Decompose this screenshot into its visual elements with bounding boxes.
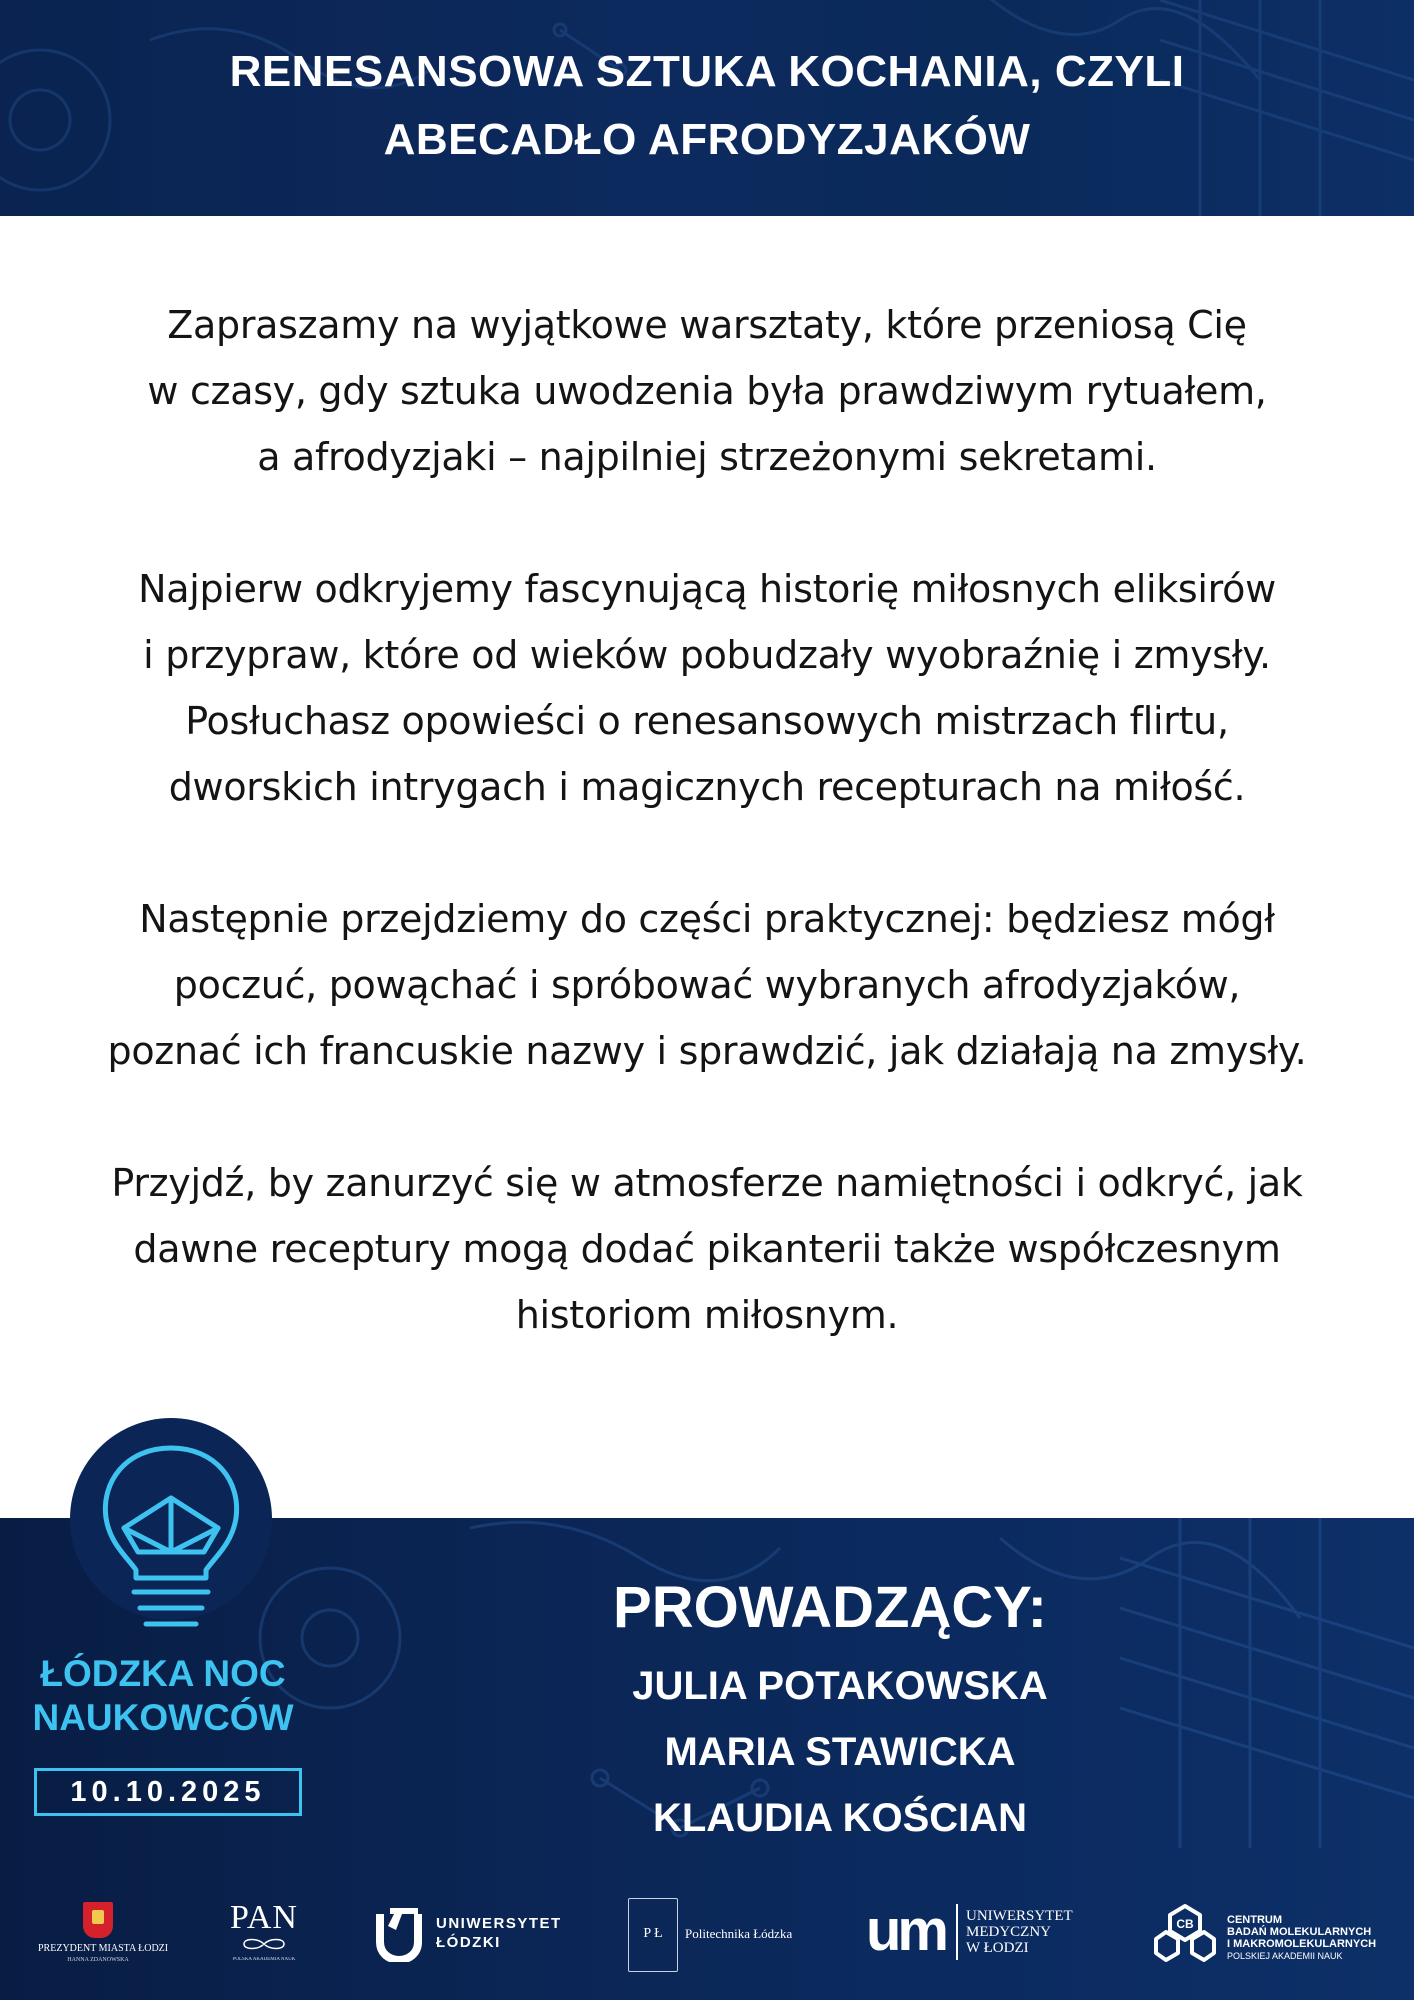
text-line: dworskich intrygach i magicznych recepturach na miłość. — [168, 765, 1246, 809]
event-name-line: NAUKOWCÓW — [32, 1697, 294, 1738]
text-line: dawne receptury mogą dodać pikanterii także współczesnym — [133, 1227, 1281, 1271]
text-line: Zapraszamy na wyjątkowe warsztaty, które przeniosą Cię — [167, 303, 1247, 347]
partner-logo-line: I MAKROMOLEKULARNYCH — [1227, 1938, 1377, 1950]
text-line: Najpierw odkryjemy fascynującą historię miłosnych eliksirów — [138, 567, 1276, 611]
text-line: Następnie przejdziemy do części praktycznej: będziesz mógł — [139, 897, 1275, 941]
partner-logo-text — [436, 1914, 562, 1952]
text-line: Posłuchasz opowieści o renesansowych mistrzach flirtu, — [185, 699, 1229, 743]
partner-logo-cbmm — [1154, 1902, 1394, 1966]
partner-logo-line: POLSKIEJ AKADEMII NAUK — [1227, 1951, 1343, 1961]
paragraph — [40, 1150, 1374, 1348]
partner-logo-line: CENTRUM — [1227, 1914, 1282, 1926]
paragraph — [40, 292, 1374, 490]
page-title-line: ABECADŁO AFRODYZJAKÓW — [383, 115, 1031, 164]
partner-logo-line: ŁÓDZKI — [436, 1934, 501, 1951]
lightbulb-boat-icon — [96, 1440, 246, 1640]
description — [40, 292, 1374, 1414]
partner-logo-uniwersytet-lodzki — [374, 1904, 560, 1964]
partner-logo-prezydent-miasta-lodzi — [38, 1902, 169, 1968]
ul-arrow-icon — [374, 1904, 424, 1962]
paragraph — [40, 556, 1374, 820]
text-line: i przypraw, które od wieków pobudzały wyobraźnię i zmysły. — [143, 633, 1271, 677]
partner-logo-subtext: HANNA ZDANOWSKA — [67, 1957, 129, 1963]
partner-logo-uniwersytet-medyczny — [866, 1898, 1086, 1964]
city-crest-icon — [83, 1902, 113, 1938]
partner-logo-line: BADAŃ MOLEKULARNYCH — [1227, 1926, 1372, 1938]
text-line: historiom miłosnym. — [515, 1293, 899, 1337]
partner-logo-line: MEDYCZNY — [966, 1924, 1051, 1940]
partner-logo-text: PAN — [230, 1899, 298, 1936]
partner-logo-text — [1227, 1914, 1376, 1962]
page-title — [0, 38, 1414, 174]
partner-logo-subtext: POLSKA AKADEMIA NAUK — [232, 1957, 296, 1962]
partner-logo-line: UNIWERSYTET — [436, 1915, 562, 1932]
partner-logo-line: W ŁODZI — [966, 1940, 1029, 1956]
text-line: poznać ich francuskie nazwy i sprawdzić, jak działają na zmysły. — [107, 1029, 1307, 1073]
partner-logo-line: UNIWERSYTET — [966, 1908, 1073, 1924]
host-name: JULIA POTAKOWSKA — [632, 1664, 1048, 1708]
event-name — [22, 1652, 304, 1740]
partner-logo-text: Politechnika Łódzka — [685, 1926, 793, 1941]
text-line: poczuć, powąchać i spróbować wybranych afrodyzjaków, — [173, 963, 1241, 1007]
partner-logo-politechnika-lodzka — [628, 1898, 798, 1972]
partner-logo-pan — [224, 1900, 304, 1966]
page-title-line: RENESANSOWA SZTUKA KOCHANIA, CZYLI — [229, 47, 1185, 96]
host-name: MARIA STAWICKA — [664, 1730, 1016, 1774]
host-name: KLAUDIA KOŚCIAN — [652, 1796, 1028, 1840]
um-monogram: um — [866, 1898, 945, 1963]
text-line: Przyjdź, by zanurzyć się w atmosferze namiętności i odkryć, jak — [111, 1161, 1303, 1205]
divider — [956, 1904, 958, 1960]
header-banner — [0, 0, 1414, 216]
event-date: 10.10.2025 — [34, 1768, 302, 1816]
text-line: w czasy, gdy sztuka uwodzenia była prawdziwym rytuałem, — [147, 369, 1267, 413]
cbmm-molecule-icon — [1154, 1902, 1216, 1964]
partner-logo-text: PREZYDENT MIASTA ŁODZI — [38, 1943, 169, 1954]
infinity-icon — [224, 1936, 304, 1952]
text-line: a afrodyzjaki – najpilniej strzeżonymi sekretami. — [257, 435, 1157, 479]
pl-emblem-icon: P Ł — [628, 1898, 678, 1972]
hosts-heading: PROWADZĄCY: — [613, 1575, 1047, 1640]
cbmm-mark-text: CB — [1176, 1917, 1194, 1931]
event-name-line: ŁÓDZKA NOC — [40, 1653, 286, 1694]
paragraph — [40, 886, 1374, 1084]
partner-logo-text — [966, 1908, 1073, 1956]
